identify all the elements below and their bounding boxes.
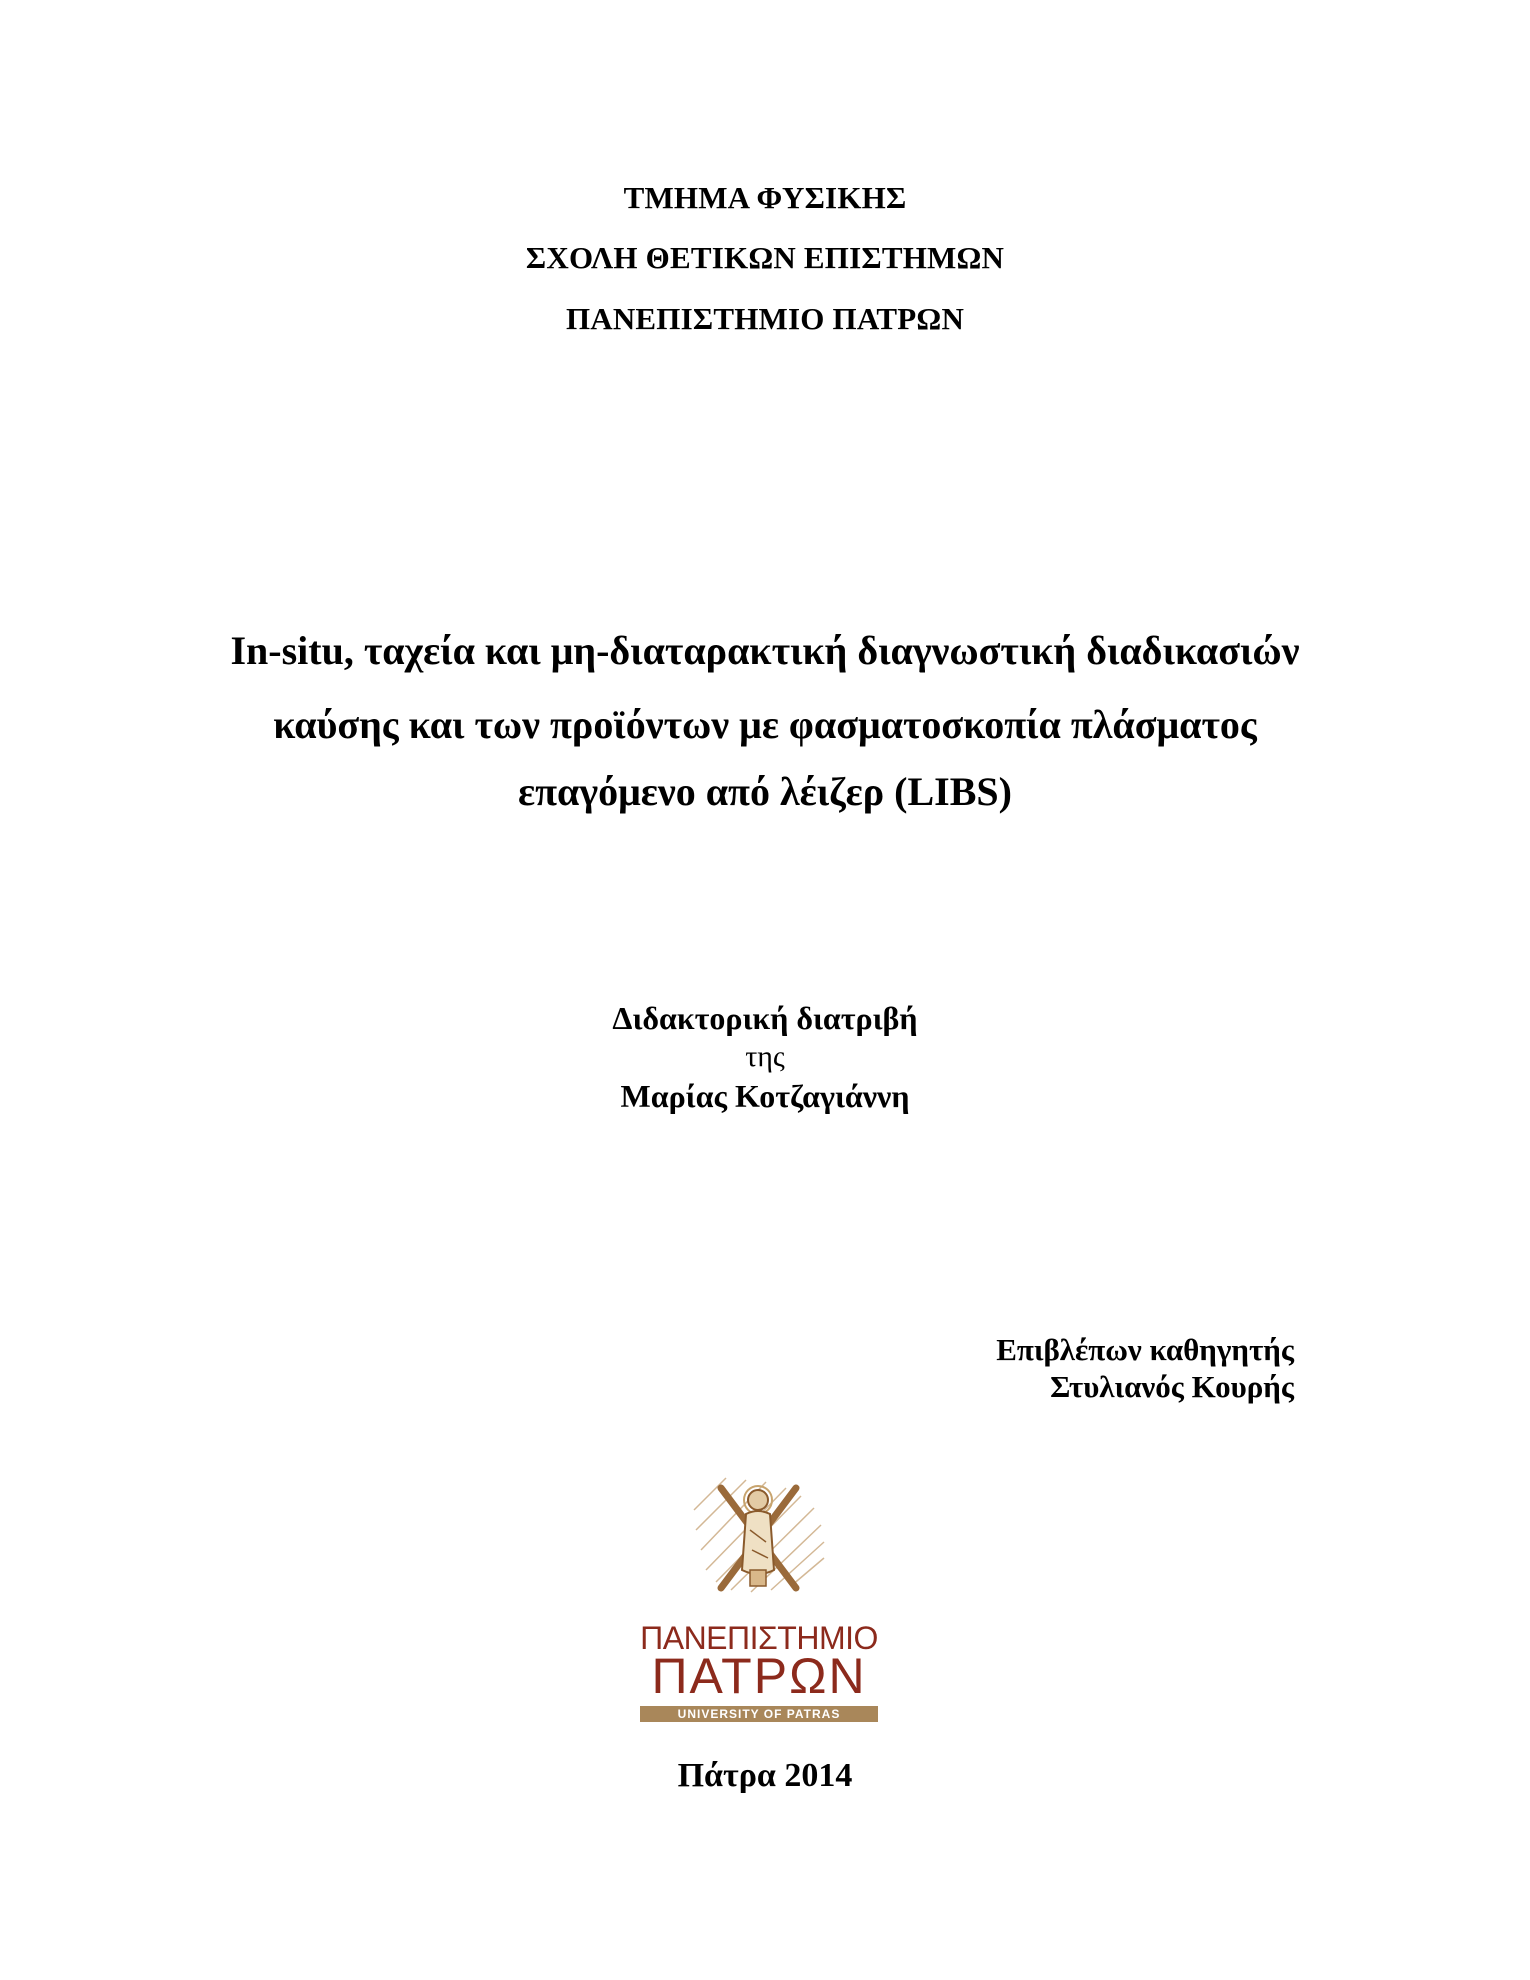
logo-text-line-2: ΠΑΤΡΩΝ: [651, 1648, 867, 1704]
logo-text-line-3: UNIVERSITY OF PATRAS: [640, 1706, 878, 1722]
thesis-author: Μαρίας Κοτζαγιάννη: [620, 1078, 910, 1114]
place-and-year: Πάτρα 2014: [677, 1757, 853, 1794]
thesis-title-line-2: καύσης και των προϊόντων με φασματοσκοπία πλάσματος: [273, 702, 1257, 747]
logo-text-line-1: ΠΑΝΕΠΙΣΤΗΜΙΟ: [640, 1620, 878, 1656]
university-logo: [636, 1470, 882, 1720]
thesis-type: Διδακτορική διατριβή: [612, 1000, 918, 1036]
thesis-title-line-1: In-situ, ταχεία και μη-διαταρακτική διαγνωστική διαδικασιών: [230, 628, 1300, 673]
school-name: ΣΧΟΛΗ ΘΕΤΙΚΩΝ ΕΠΙΣΤΗΜΩΝ: [525, 240, 1005, 275]
university-name: ΠΑΝΕΠΙΣΤΗΜΙΟ ΠΑΤΡΩΝ: [565, 301, 965, 336]
thesis-of: της: [745, 1040, 785, 1073]
supervisor-name: Στυλιανός Κουρής: [1050, 1369, 1294, 1404]
department-name: ΤΜΗΜΑ ΦΥΣΙΚΗΣ: [623, 180, 907, 215]
supervisor-label: Επιβλέπων καθηγητής: [996, 1332, 1294, 1367]
thesis-title-line-3: επαγόμενο από λέιζερ (LIBS): [518, 769, 1012, 814]
saint-andrew-seal-icon: [686, 1470, 831, 1600]
